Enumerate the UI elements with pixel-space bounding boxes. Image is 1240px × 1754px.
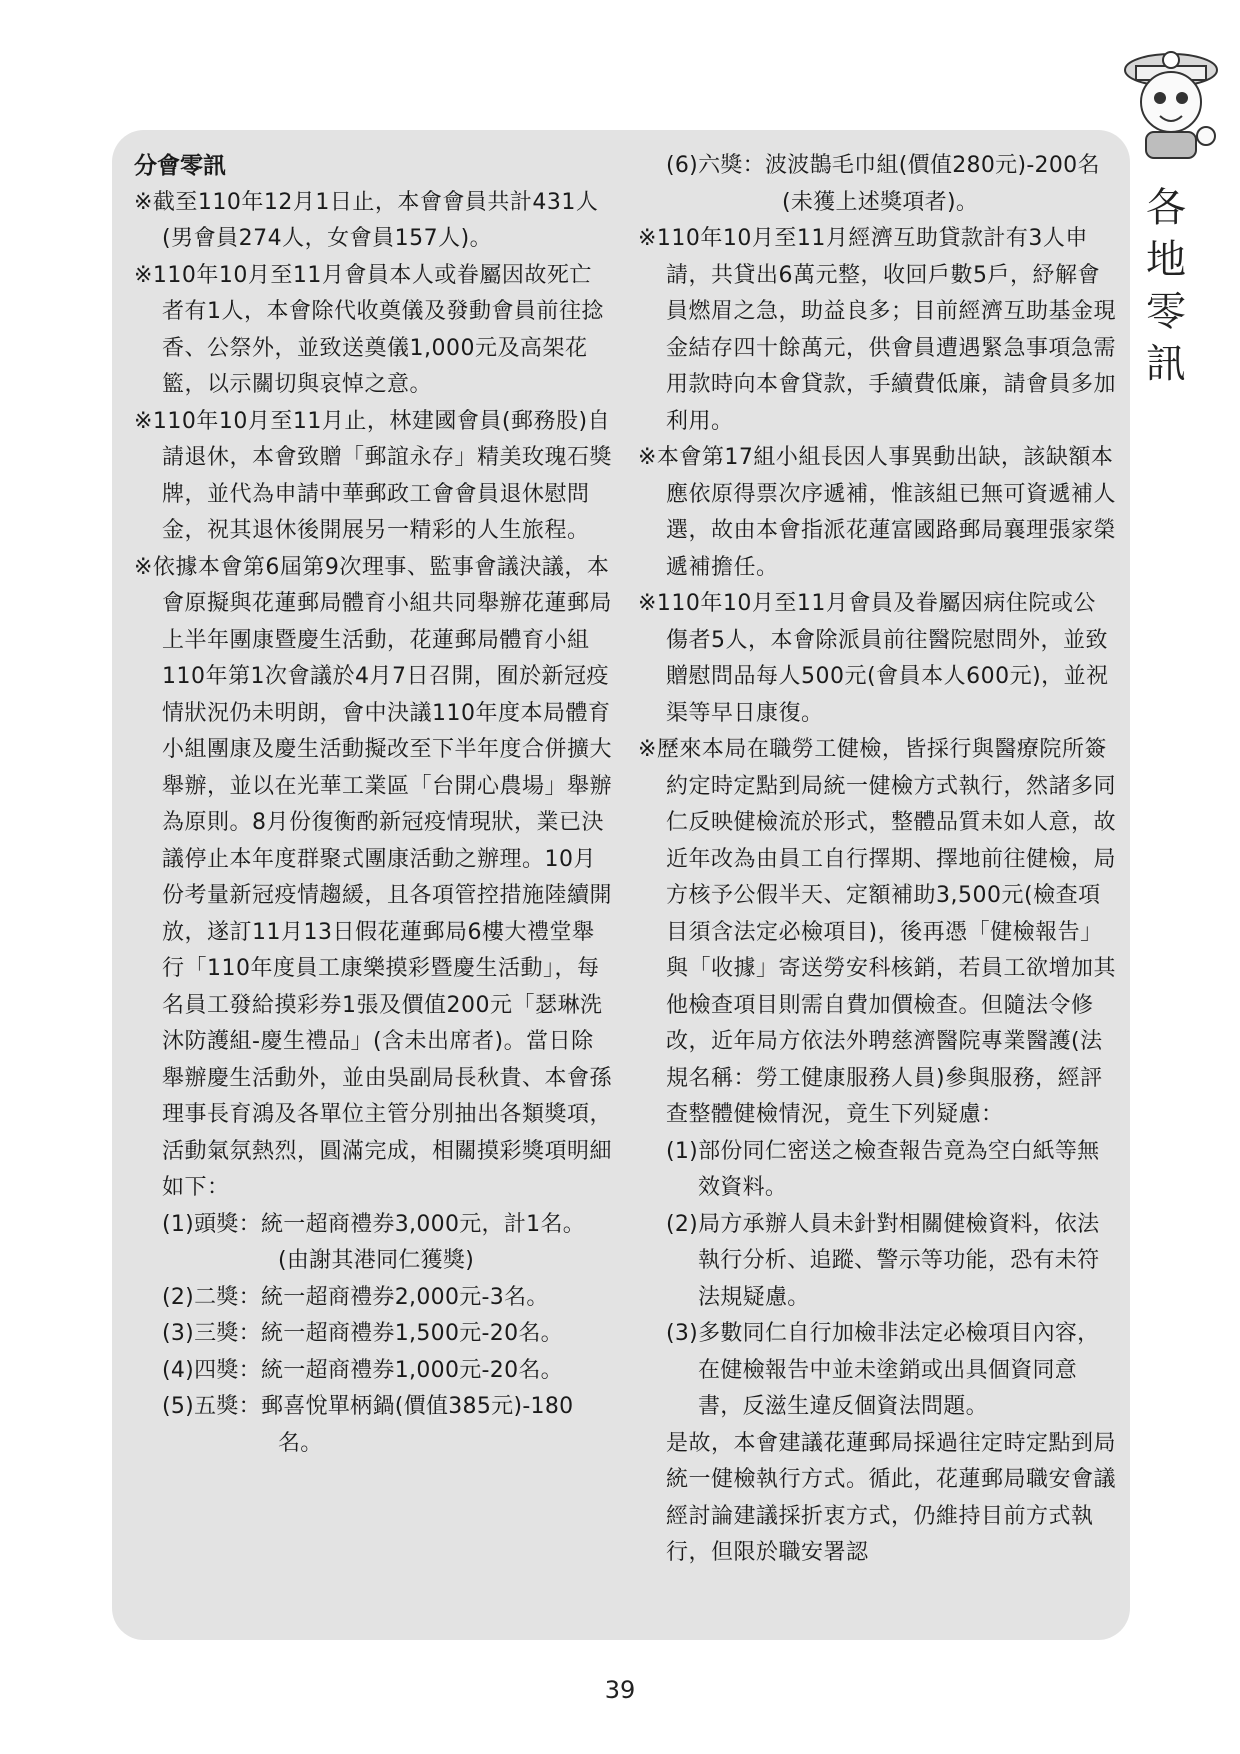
news-item: ※依據本會第6屆第9次理事、監事會議決議，本會原擬與花蓮郵局體育小組共同舉辦花蓮郵局上半年團康暨慶生活動，花蓮郵局體育小組110年第1次會議於4月7日召開，囿於新冠疫情狀況仍未明朗，會中決議110年度本局體育小組團康及慶生活動擬改至下半年度合併擴大舉辦，並以在光華工業區「台開心農場」舉辦為原則。8月份復衡酌新冠疫情現狀，業已決議停止本年度群聚式團康活動之辦理。10月份考量新冠疫情趨緩，且各項管控措施陸續開放，遂訂11月13日假花蓮郵局6樓大禮堂舉行「110年度員工康樂摸彩暨慶生活動」，每名員工發給摸彩券1張及價值200元「瑟琳洗沐防護組-慶生禮品」(含未出席者)。當日除舉辦慶生活動外，並由吳副局長秋貴、本會孫理事長育鴻及各單位主管分別抽出各類獎項，活動氣氛熱烈，圓滿完成，相關摸彩獎項明細如下： xyxy=(134,554,613,1200)
prize-item: (3)三獎：統一超商禮券1,500元-20名。 xyxy=(162,1321,563,1346)
concern-item: (2)局方承辦人員未針對相關健檢資料，依法執行分析、追蹤、警示等功能，恐有未符法規疑慮。 xyxy=(666,1211,1100,1310)
prize-item: (5)五獎：郵喜悅單柄鍋(價值385元)-180名。 xyxy=(162,1394,574,1456)
conclusion-text: 是故，本會建議花蓮郵局採過往定時定點到局統一健檢執行方式。循此，花蓮郵局職安會議經討論建議採折衷方式，仍維持目前方式執行，但限於職安署認 xyxy=(666,1430,1117,1565)
concern-item: (1)部份同仁密送之檢查報告竟為空白紙等無效資料。 xyxy=(666,1138,1100,1200)
prize-item: (2)二獎：統一超商禮券2,000元-3名。 xyxy=(162,1284,549,1310)
left-column xyxy=(134,148,612,1462)
prize-item: (4)四獎：統一超商禮券1,000元-20名。 xyxy=(162,1357,563,1383)
news-item: ※歷來本局在職勞工健檢，皆採行與醫療院所簽約定時定點到局統一健檢方式執行，然諸多同仁反映健檢流於形式，整體品質未如人意，故近年改為由員工自行擇期、擇地前往健檢，局方核予公假半天、定額補助3,500元(檢查項目須含法定必檢項目)，後再憑「健檢報告」與「收據」寄送勞安科核銷，若員工欲增加其他檢查項目則需自費加價檢查。但隨法令修改，近年局方依法外聘慈濟醫院專業醫護(法規名稱：勞工健康服務人員)參與服務，經評查整體健檢情況，竟生下列疑慮： xyxy=(638,737,1117,1127)
page-number: 39 xyxy=(604,1676,636,1704)
prize-item: (1)頭獎：統一超商禮券3,000元，計1名。(由謝其港同仁獲獎) xyxy=(162,1211,586,1273)
news-item: ※110年10月至11月止，林建國會員(郵務股)自請退休，本會致贈「郵誼永存」精美玫瑰石獎牌，並代為申請中華郵政工會會員退休慰問金，祝其退休後開展另一精彩的人生旅程。 xyxy=(134,408,613,543)
concern-item: (3)多數同仁自行加檢非法定必檢項目內容，在健檢報告中並未塗銷或出具個資同意書，反滋生違反個資法問題。 xyxy=(666,1321,1100,1419)
news-item: ※截至110年12月1日止，本會會員共計431人(男會員274人，女會員157人)。 xyxy=(134,189,599,251)
news-item: ※110年10月至11月經濟互助貸款計有3人申請，共貸出6萬元整，收回戶數5戶，紓解會員燃眉之急，助益良多；目前經濟互助基金現金結存四十餘萬元，供會員遭遇緊急事項急需用款時向本會貸款，手續費低廉，請會員多加利用。 xyxy=(638,226,1117,434)
news-item: ※110年10月至11月會員本人或眷屬因故死亡者有1人，本會除代收奠儀及發動會員前往捻香、公祭外，並致送奠儀1,000元及高架花籃，以示關切與哀悼之意。 xyxy=(134,262,604,397)
section-heading: 分會零訊 xyxy=(134,153,226,179)
prize-item: (6)六獎：波波鵲毛巾組(價值280元)-200名(未獲上述獎項者)。 xyxy=(666,153,1100,215)
news-item: ※110年10月至11月會員及眷屬因病住院或公傷者5人，本會除派員前往醫院慰問外，並致贈慰問品每人500元(會員本人600元)，並祝渠等早日康復。 xyxy=(638,591,1109,726)
right-column xyxy=(638,148,1116,1572)
mascot-police-icon xyxy=(1116,40,1226,160)
news-item: ※本會第17組小組長因人事異動出缺，該缺額本應依原得票次序遞補，惟該組已無可資遞補人選，故由本會指派花蓮富國路郵局襄理張家榮遞補擔任。 xyxy=(638,445,1117,580)
side-section-title: 各地零訊 xyxy=(1146,185,1186,387)
